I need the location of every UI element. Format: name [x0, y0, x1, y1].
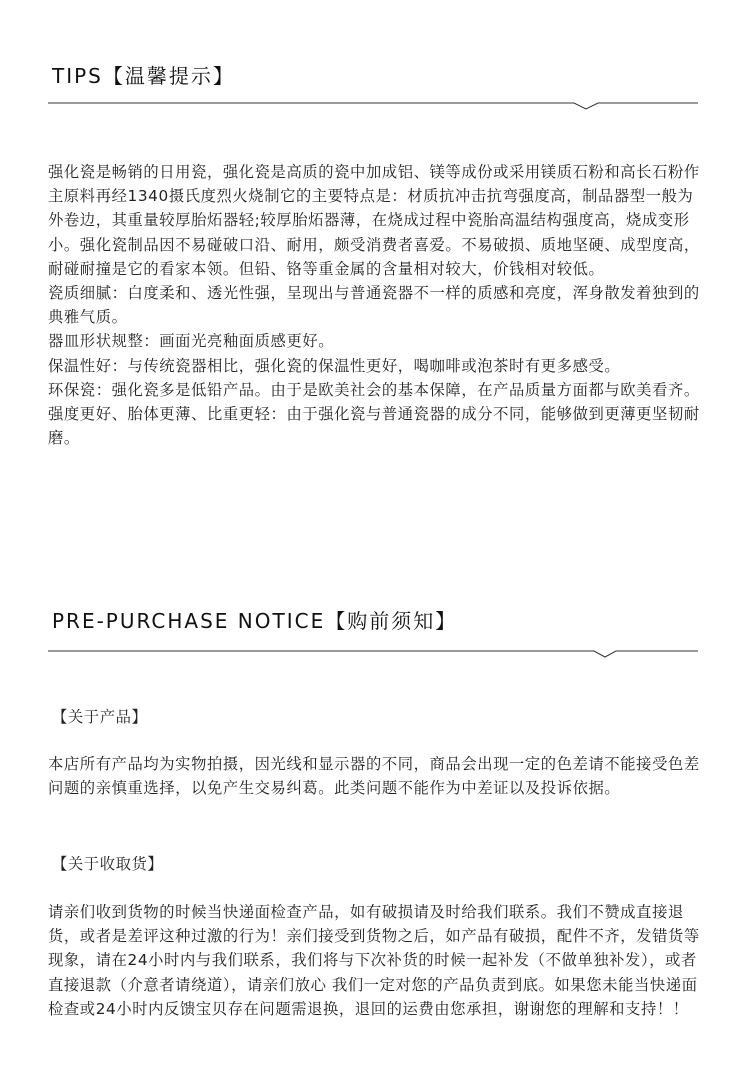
- notice-title-en: PRE-PURCHASE NOTICE: [52, 609, 326, 633]
- notice-divider: [48, 644, 698, 658]
- receipt-paragraph: 请亲们收到货物的时候当快递面检查产品，如有破损请及时给我们联系。我们不赞成直接退货，或者是差评这种过激的行为！亲们接受到货物之后，如产品有破损，配件不齐，发错货等现象，请在24小时内与我们联系，我们将与下次补货的时候一起补发（不做单独补发），或者直接退款（介意者请绕道），请亲们放心 我们一定对您的产品负责到底。如果您未能当快递面检查或24小时内反馈宝贝存在问题需退换，退回的运费由您承担，谢谢您的理解和支持！！: [48, 903, 700, 1018]
- tips-title-cn: 【温馨提示】: [102, 64, 235, 88]
- tips-paragraph: 环保瓷：强化瓷多是低铅产品。由于是欧美社会的基本保障，在产品质量方面都与欧美看齐。: [48, 380, 700, 399]
- tips-divider: [48, 96, 698, 110]
- notice-heading: [52, 605, 457, 634]
- tips-paragraph: 保温性好：与传统瓷器相比，强化瓷的保温性更好，喝咖啡或泡茶时有更多感受。: [48, 356, 621, 375]
- product-section-text: [48, 752, 708, 800]
- tips-paragraph: 强度更好、胎体更薄、比重更轻：由于强化瓷与普通瓷器的成分不同，能够做到更薄更坚韧耐磨。: [48, 405, 700, 448]
- receipt-section-label: 【关于收取货】: [52, 855, 164, 873]
- tips-heading: [52, 60, 235, 89]
- tips-body: [48, 160, 708, 450]
- tips-title-en: TIPS: [52, 64, 103, 88]
- tips-paragraph: 瓷质细腻：白度柔和、透光性强，呈现出与普通瓷器不一样的质感和亮度，浑身散发着独到的典雅气质。: [48, 284, 700, 327]
- tips-paragraph: 强化瓷是畅销的日用瓷，强化瓷是高质的瓷中加成铝、镁等成份或采用镁质石粉和高长石粉作主原料再经1340摄氏度烈火烧制它的主要特点是：材质抗冲击抗弯强度高，制品器型一般为外卷边，其重量较厚胎炻器轻;较厚胎炻器薄，在烧成过程中瓷胎高温结构强度高，烧成变形小。强化瓷制品因不易碰破口沿、耐用，颇受消费者喜爱。不易破损、质地坚硬、成型度高，耐碰耐撞是它的看家本领。但铅、铬等重金属的含量相对较大，价钱相对较低。: [48, 163, 700, 278]
- product-paragraph: 本店所有产品均为实物拍摄，因光线和显示器的不同，商品会出现一定的色差请不能接受色差问题的亲慎重选择，以免产生交易纠葛。此类问题不能作为中差证以及投诉依据。: [48, 755, 700, 798]
- notice-title-cn: 【购前须知】: [325, 609, 458, 633]
- receipt-section-text: [48, 900, 708, 1021]
- tips-paragraph: 器皿形状规整：画面光亮釉面质感更好。: [48, 332, 335, 351]
- product-section-label: 【关于产品】: [52, 708, 148, 726]
